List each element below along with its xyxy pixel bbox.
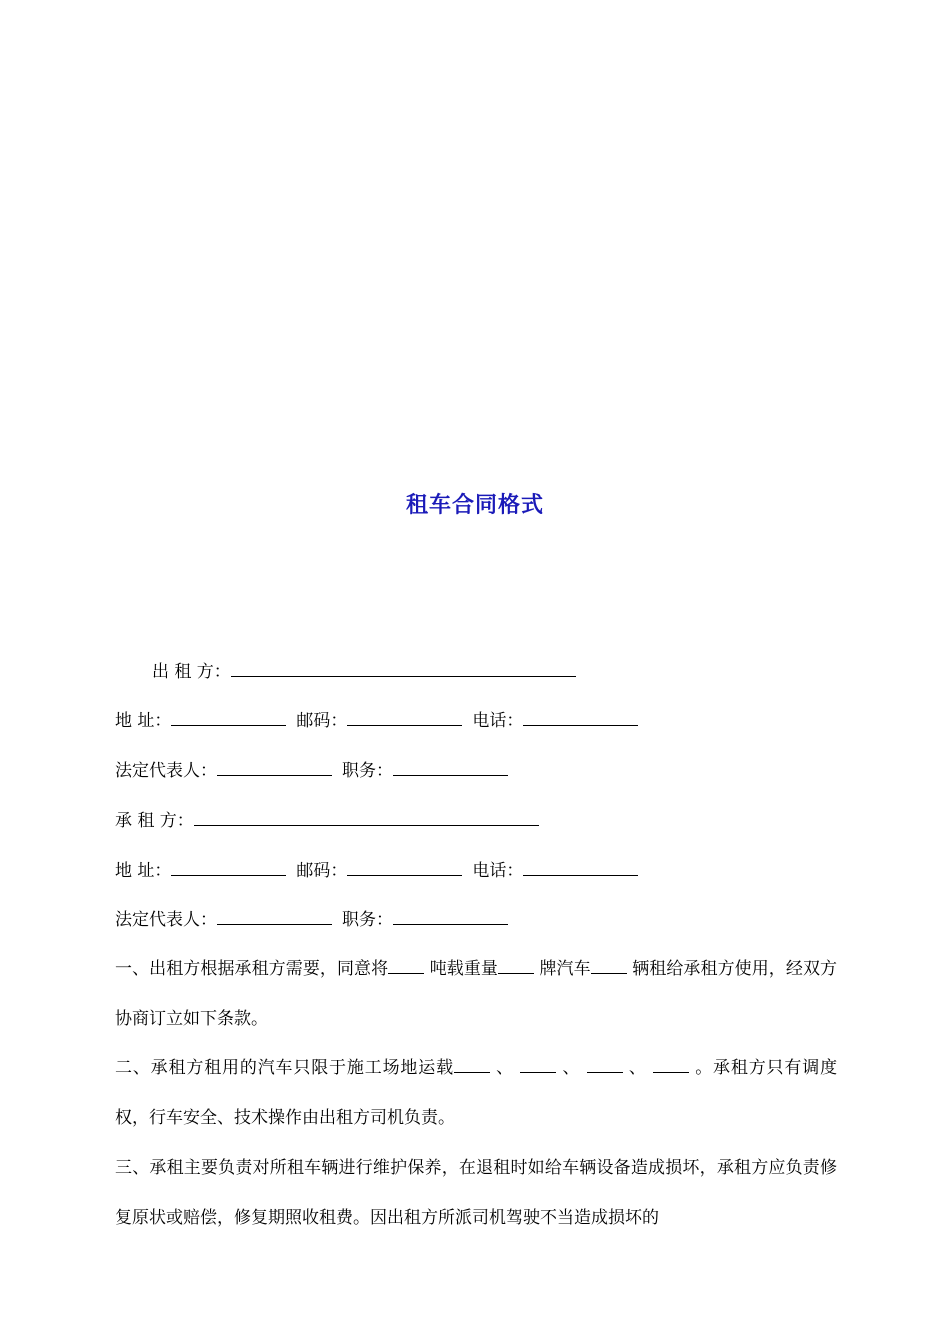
lessee-label: 承 租 方： [115, 811, 194, 831]
lessor-label: 出 租 方： [152, 662, 231, 682]
lessee-rep-line [115, 908, 508, 930]
document-title: 租车合同格式 [405, 493, 544, 518]
clause-2-text-end: 。承租方只有调度权，行车安全、技术操作由出租方司机负责。 [115, 1058, 838, 1128]
lessor-line [152, 660, 576, 682]
lessor-position-label: 职务： [342, 761, 393, 781]
clause-3: 三、承租主要负责对所租车辆进行维护保养，在退租时如给车辆设备造成损坏，承租方应负责修复原状或赔偿，修复期照收租费。因出租方所派司机驾驶不当造成损坏的 [115, 1158, 837, 1228]
clause-2-sep-2: 、 [562, 1058, 581, 1078]
lessee-rep-label: 法定代表人： [115, 910, 217, 930]
lessor-address-line [115, 709, 638, 731]
clause-2 [115, 1043, 837, 1143]
lessee-address-blank[interactable] [171, 859, 286, 876]
lessor-rep-label: 法定代表人： [115, 761, 217, 781]
clause-2-blank-3[interactable] [587, 1056, 623, 1073]
lessee-rep-blank[interactable] [217, 908, 332, 925]
clause-2-sep-3: 、 [628, 1058, 647, 1078]
lessor-address-label: 地 址： [115, 711, 172, 731]
clause-1-blank-1[interactable] [388, 957, 424, 974]
clause-1 [115, 944, 837, 1044]
clause-2-blank-1[interactable] [454, 1056, 490, 1073]
lessee-blank[interactable] [194, 809, 539, 826]
lessee-postcode-label: 邮码： [296, 861, 348, 881]
clause-2-blank-4[interactable] [653, 1056, 689, 1073]
lessee-line [115, 809, 539, 831]
lessee-position-label: 职务： [342, 910, 393, 930]
lessee-postcode-blank[interactable] [347, 859, 462, 876]
clause-2-blank-2[interactable] [520, 1056, 556, 1073]
lessor-postcode-label: 邮码： [296, 711, 348, 731]
lessor-rep-line [115, 759, 508, 781]
lessor-position-blank[interactable] [393, 759, 508, 776]
lessee-phone-label: 电话： [472, 861, 524, 881]
lessee-address-label: 地 址： [115, 861, 172, 881]
lessee-address-line [115, 859, 638, 881]
clause-1-blank-2[interactable] [498, 957, 534, 974]
lessee-position-blank[interactable] [393, 908, 508, 925]
lessor-phone-label: 电话： [472, 711, 524, 731]
lessee-phone-blank[interactable] [523, 859, 638, 876]
clause-1-text-a: 一、出租方根据承租方需要，同意将 [115, 959, 389, 979]
clause-2-text-a: 二、承租方租用的汽车只限于施工场地运载 [115, 1058, 454, 1078]
clause-1-text-b: 吨载重量 [429, 959, 498, 979]
lessor-blank[interactable] [231, 660, 576, 677]
lessor-postcode-blank[interactable] [347, 709, 462, 726]
lessor-phone-blank[interactable] [523, 709, 638, 726]
clause-2-sep-1: 、 [496, 1058, 515, 1078]
lessor-address-blank[interactable] [171, 709, 286, 726]
clause-1-blank-3[interactable] [591, 957, 627, 974]
lessor-rep-blank[interactable] [217, 759, 332, 776]
clause-1-text-d: 辆租给承租方使用，经双方协商订立如下条款。 [115, 959, 838, 1029]
clause-1-text-c: 牌汽车 [539, 959, 591, 979]
